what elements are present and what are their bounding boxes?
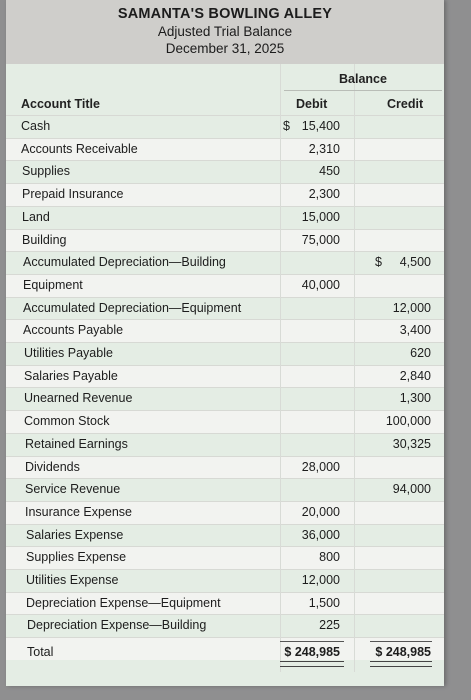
credit-total: $ 248,985 bbox=[375, 645, 431, 659]
account-title: Land bbox=[22, 209, 50, 224]
account-title: Accounts Receivable bbox=[21, 141, 138, 156]
debit-total: $ 248,985 bbox=[284, 645, 340, 659]
table-row bbox=[6, 546, 444, 569]
report-header bbox=[6, 0, 444, 64]
table-row bbox=[6, 365, 444, 388]
debit-amount: 15,400 bbox=[301, 119, 340, 133]
table-row bbox=[6, 478, 444, 501]
account-title: Utilities Expense bbox=[26, 573, 119, 587]
account-title: Equipment bbox=[23, 277, 83, 292]
debit-amount: 75,000 bbox=[301, 232, 340, 247]
total-label: Total bbox=[27, 645, 54, 659]
debit-amount: 1,500 bbox=[308, 595, 340, 610]
credit-amount: 30,325 bbox=[392, 436, 431, 451]
account-title: Depreciation Expense—Equipment bbox=[26, 595, 221, 610]
debit-amount: 2,300 bbox=[308, 187, 340, 202]
table-row bbox=[6, 387, 444, 410]
table-row bbox=[6, 614, 444, 637]
table-row bbox=[6, 251, 444, 274]
credit-amount: 2,840 bbox=[399, 368, 431, 383]
debit-amount: 40,000 bbox=[301, 277, 340, 292]
balance-header-rule bbox=[284, 90, 442, 91]
account-title: Salaries Expense bbox=[26, 527, 124, 542]
credit-amount: 100,000 bbox=[385, 414, 431, 429]
table-row bbox=[6, 183, 444, 206]
account-title: Building bbox=[22, 232, 67, 247]
account-title: Cash bbox=[21, 119, 51, 133]
account-title: Salaries Payable bbox=[24, 368, 118, 383]
report-date: December 31, 2025 bbox=[165, 41, 285, 56]
account-title: Retained Earnings bbox=[25, 436, 128, 451]
table-row bbox=[6, 229, 444, 252]
account-title: Depreciation Expense—Building bbox=[27, 618, 207, 633]
table-row bbox=[6, 433, 444, 456]
debit-amount: 36,000 bbox=[301, 527, 340, 542]
table-row bbox=[6, 274, 444, 297]
table-row bbox=[6, 160, 444, 183]
account-title: Dividends bbox=[25, 459, 80, 474]
table-row bbox=[6, 524, 444, 547]
credit-double-rule bbox=[370, 661, 432, 667]
report-title: Adjusted Trial Balance bbox=[157, 24, 293, 39]
company-name: SAMANTA'S BOWLING ALLEY bbox=[117, 6, 333, 22]
table-row bbox=[6, 342, 444, 365]
table-row bbox=[6, 206, 444, 229]
account-title: Accumulated Depreciation—Building bbox=[23, 255, 226, 270]
debit-double-rule bbox=[280, 661, 344, 667]
account-title: Supplies Expense bbox=[26, 550, 127, 565]
credit-amount: 12,000 bbox=[392, 300, 431, 315]
table-row bbox=[6, 138, 444, 161]
debit-dollar-sign: $ bbox=[283, 119, 290, 133]
account-title: Prepaid Insurance bbox=[22, 187, 124, 202]
debit-amount: 15,000 bbox=[301, 209, 340, 224]
account-title: Utilities Payable bbox=[24, 346, 113, 360]
account-title: Service Revenue bbox=[25, 482, 121, 497]
table-row bbox=[6, 115, 444, 138]
table-row bbox=[6, 569, 444, 592]
credit-amount: 1,300 bbox=[399, 391, 431, 406]
debit-amount: 800 bbox=[319, 550, 340, 565]
credit-amount: 94,000 bbox=[392, 482, 431, 497]
credit-amount: 4,500 bbox=[399, 255, 431, 270]
trial-balance-sheet bbox=[6, 0, 444, 686]
account-title: Insurance Expense bbox=[25, 504, 133, 519]
account-title: Supplies bbox=[22, 164, 70, 179]
table-row bbox=[6, 501, 444, 524]
table-row bbox=[6, 592, 444, 615]
account-title: Accounts Payable bbox=[23, 323, 124, 338]
debit-amount: 28,000 bbox=[301, 459, 340, 474]
account-title: Accumulated Depreciation—Equipment bbox=[23, 300, 242, 315]
credit-dollar-sign: $ bbox=[375, 255, 382, 270]
account-title: Unearned Revenue bbox=[24, 391, 133, 406]
account-title-header: Account Title bbox=[21, 97, 100, 111]
credit-header: Credit bbox=[387, 97, 424, 111]
debit-amount: 2,310 bbox=[308, 141, 340, 156]
balance-header: Balance bbox=[339, 72, 387, 86]
debit-amount: 12,000 bbox=[301, 573, 340, 587]
account-title: Common Stock bbox=[24, 414, 110, 429]
table-row bbox=[6, 319, 444, 342]
debit-amount: 225 bbox=[319, 618, 340, 633]
table-row bbox=[6, 456, 444, 479]
credit-amount: 620 bbox=[410, 346, 431, 360]
table-row bbox=[6, 410, 444, 433]
debit-amount: 450 bbox=[319, 164, 340, 179]
table-row bbox=[6, 297, 444, 320]
debit-header: Debit bbox=[296, 97, 328, 111]
credit-amount: 3,400 bbox=[399, 323, 431, 338]
debit-amount: 20,000 bbox=[301, 504, 340, 519]
